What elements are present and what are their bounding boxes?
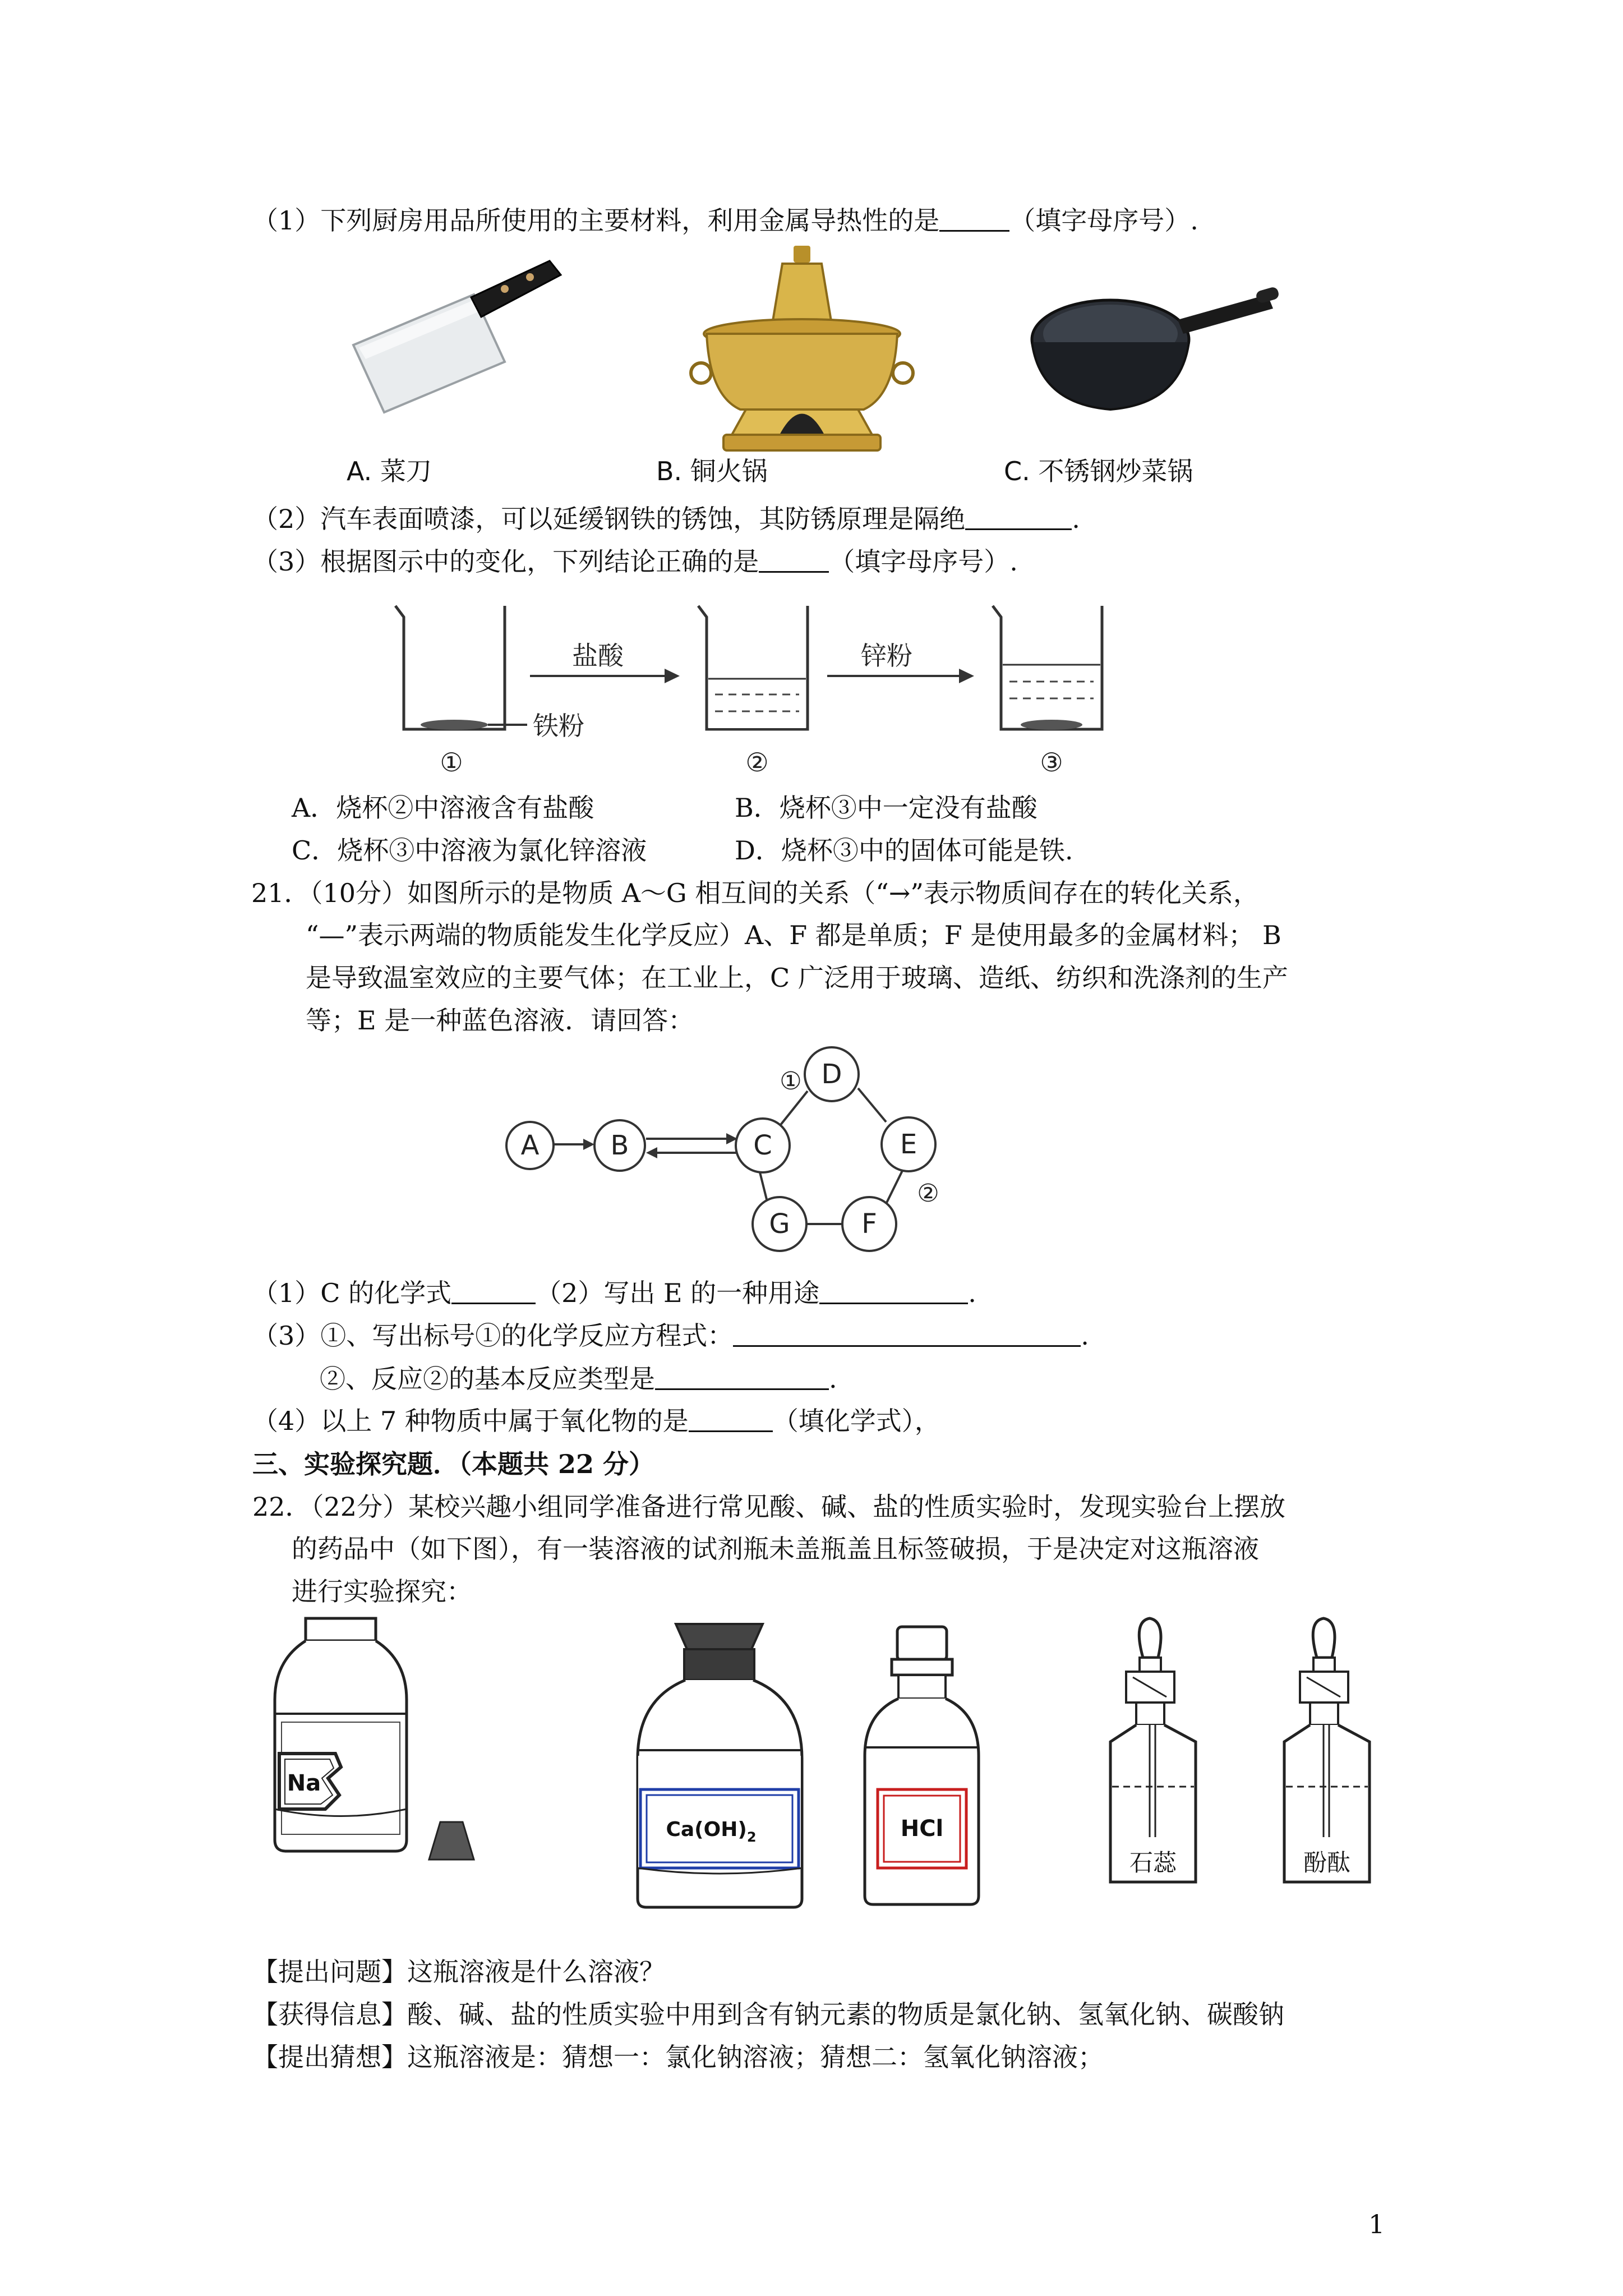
svg-text:D: D: [821, 1059, 842, 1090]
beaker-diagram: [393, 600, 1133, 785]
label-litmus: 石蕊: [1129, 1849, 1177, 1876]
wok-image: [1032, 286, 1280, 409]
q21-sub4: （4）以上 7 种物质中属于氧化物的是 （填化学式），: [252, 1406, 940, 1436]
label-na: Na: [287, 1770, 321, 1796]
svg-text:A: A: [520, 1130, 540, 1161]
q22-line2: 的药品中（如下图），有一装溶液的试剂瓶未盖瓶盖且标签破损，于是决定对这瓶溶液: [292, 1534, 1259, 1564]
copper-hotpot-image: [691, 246, 913, 450]
bottle-hcl: [865, 1627, 979, 1904]
beaker-1: [395, 606, 527, 730]
answer-blank[interactable]: [733, 1323, 1081, 1347]
caption-b: B. 铜火锅: [656, 456, 768, 486]
q21-line3: 是导致温室效应的主要气体；在工业上，C 广泛用于玻璃、造纸、纺织和洗涤剂的生产: [306, 963, 1288, 993]
page-number: 1: [1368, 2209, 1385, 2239]
q21-sub3b: ②、反应②的基本反应类型是 .: [320, 1364, 837, 1394]
svg-text:B: B: [610, 1130, 629, 1161]
q22-line1: 22．（22分）某校兴趣小组同学准备进行常见酸、碱、盐的性质实验时，发现实验台上摆放: [252, 1492, 1286, 1522]
mark-reaction-2: ②: [917, 1179, 939, 1208]
answer-blank[interactable]: [819, 1280, 968, 1304]
label-beaker-2: ②: [745, 747, 769, 777]
cleaver-image: [353, 261, 561, 412]
q21-line2: “—”表示两端的物质能发生化学反应）A、F 都是单质；F 是使用最多的金属材料； B: [306, 920, 1281, 950]
label-zinc-powder: 锌粉: [861, 641, 912, 671]
svg-text:F: F: [861, 1208, 877, 1240]
bottle-phenolphthalein: [1284, 1618, 1370, 1882]
answer-blank[interactable]: [689, 1408, 773, 1432]
label-beaker-1: ①: [440, 747, 463, 777]
node-d: [805, 1047, 859, 1101]
node-f: [842, 1197, 896, 1251]
answer-blank[interactable]: [655, 1366, 829, 1390]
node-a: [506, 1122, 554, 1169]
svg-text:C: C: [753, 1130, 772, 1161]
q21-sub1-2: （1）C 的化学式 （2）写出 E 的一种用途 .: [252, 1278, 976, 1308]
q20-part1: （1）下列厨房用品所使用的主要材料，利用金属导热性的是 （填字母序号）.: [252, 205, 1198, 236]
option-a: A．烧杯②中溶液含有盐酸: [292, 793, 594, 823]
stopper-image: [429, 1822, 474, 1860]
svg-text:G: G: [769, 1208, 790, 1240]
bottle-caoh2: [638, 1624, 802, 1907]
mark-reaction-1: ①: [780, 1067, 802, 1096]
beaker-2: [698, 606, 808, 729]
svg-text:E: E: [900, 1129, 917, 1160]
node-b: [594, 1120, 645, 1171]
node-e: [882, 1117, 935, 1171]
q22-info: 【获得信息】酸、碱、盐的性质实验中用到含有钠元素的物质是氯化钠、氢氧化钠、碳酸钠: [252, 1999, 1284, 2030]
beaker-3: [993, 606, 1102, 730]
label-hcl: HCl: [900, 1816, 944, 1842]
relationship-graph: [505, 1043, 965, 1279]
reagent-bottles-figure: [269, 1616, 1402, 1918]
answer-blank[interactable]: [939, 208, 1009, 232]
option-d: D．烧杯③中的固体可能是铁.: [735, 835, 1073, 866]
answer-blank[interactable]: [451, 1280, 536, 1304]
label-hydrochloric-acid: 盐酸: [572, 641, 624, 671]
node-g: [753, 1197, 806, 1251]
label-phenolphthalein: 酚酞: [1303, 1849, 1351, 1876]
q22-question: 【提出问题】这瓶溶液是什么溶液？: [252, 1957, 665, 1987]
q22-line3: 进行实验探究：: [292, 1576, 472, 1607]
node-c: [736, 1119, 790, 1172]
q21-line1: 21．（10分）如图所示的是物质 A～G 相互间的关系（“→”表示物质间存在的转化关系，: [251, 878, 1259, 908]
bottle-litmus: [1110, 1618, 1196, 1882]
option-b: B．烧杯③中一定没有盐酸: [735, 793, 1038, 823]
label-iron-powder: 铁粉: [533, 711, 584, 741]
q22-guess: 【提出猜想】这瓶溶液是：猜想一：氯化钠溶液；猜想二：氢氧化钠溶液；: [252, 2042, 1104, 2072]
caption-a: A. 菜刀: [347, 456, 432, 486]
caption-c: C. 不锈钢炒菜锅: [1004, 456, 1193, 486]
q21-sub3a: （3）①、写出标号①的化学反应方程式： .: [252, 1320, 1089, 1351]
option-c: C．烧杯③中溶液为氯化锌溶液: [292, 835, 647, 866]
bottle-na: [275, 1618, 407, 1851]
label-beaker-3: ③: [1040, 747, 1063, 777]
section-heading: 三、实验探究题．（本题共 22 分）: [252, 1449, 655, 1479]
answer-blank[interactable]: [759, 549, 829, 573]
q20-part2: （2）汽车表面喷漆，可以延缓钢铁的锈蚀，其防锈原理是隔绝 .: [252, 504, 1080, 534]
answer-blank[interactable]: [965, 506, 1072, 530]
q21-line4: 等；E 是一种蓝色溶液．请回答：: [306, 1005, 694, 1036]
label-caoh2: $Ca(OH)_2$: [666, 1818, 757, 1845]
q20-part3: （3）根据图示中的变化，下列结论正确的是 （填字母序号）.: [252, 546, 1018, 577]
